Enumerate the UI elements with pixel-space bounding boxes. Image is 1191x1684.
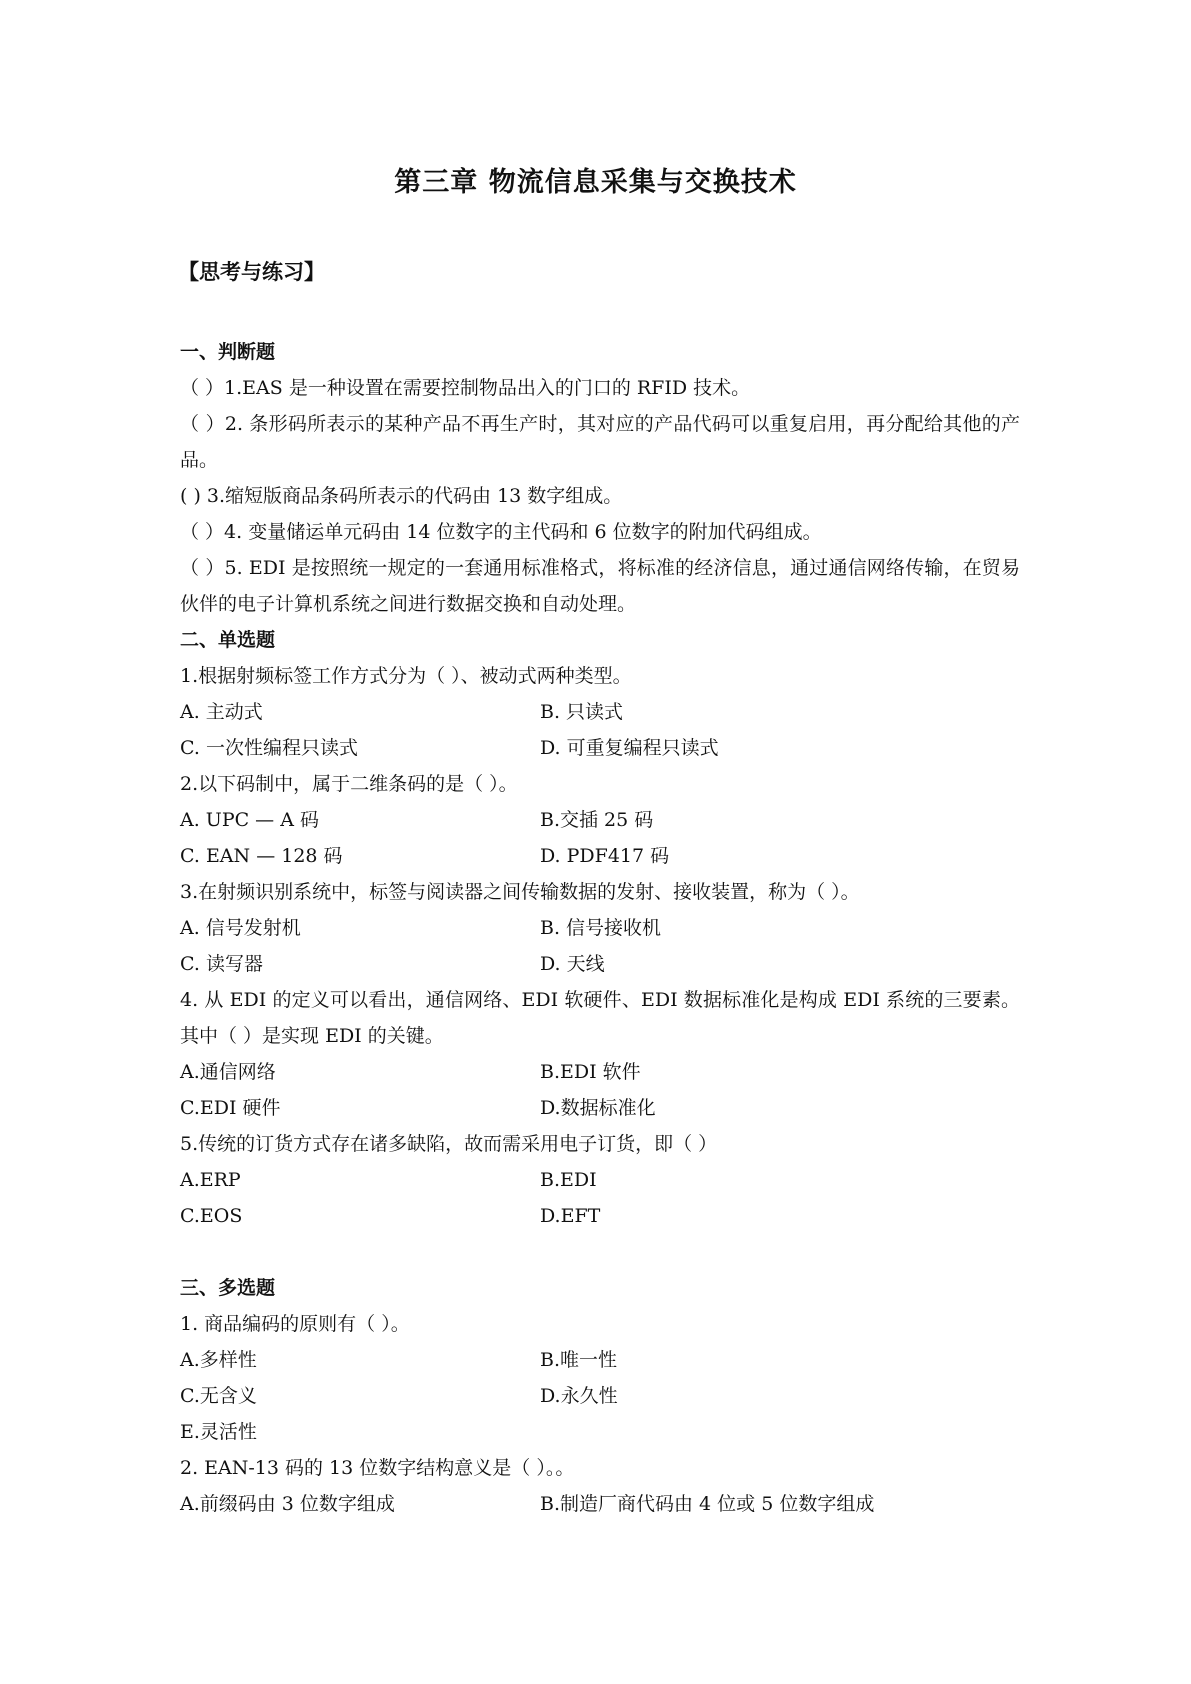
option-d: D. 可重复编程只读式 <box>540 737 719 759</box>
multiple-choice-heading: 三、多选题 <box>180 1277 276 1299</box>
option-a: A. UPC — A 码 <box>180 809 319 831</box>
sc-q5-options-row-2 <box>180 1198 1020 1234</box>
sc-q1-options-row-1 <box>180 694 1020 730</box>
option-d: D.数据标准化 <box>540 1097 656 1119</box>
option-a: A.多样性 <box>180 1349 257 1371</box>
sc-question-3: 3.在射频识别系统中，标签与阅读器之间传输数据的发射、接收装置，称为（ ）。 <box>180 881 860 903</box>
exercise-content <box>180 334 1020 1522</box>
option-c: C. EAN — 128 码 <box>180 845 343 867</box>
option-a: A.ERP <box>180 1169 241 1191</box>
tf-question-1: （ ）1.EAS 是一种设置在需要控制物品出入的门口的 RFID 技术。 <box>180 377 751 399</box>
sc-q4-options-row-2 <box>180 1090 1020 1126</box>
option-b: B.EDI 软件 <box>540 1061 641 1083</box>
spacer <box>180 1234 1020 1270</box>
true-false-heading: 一、判断题 <box>180 341 276 363</box>
option-a: A. 信号发射机 <box>180 917 301 939</box>
option-c: C. 读写器 <box>180 953 263 975</box>
option-b: B.EDI <box>540 1169 597 1191</box>
sc-question-1: 1.根据射频标签工作方式分为（ ）、被动式两种类型。 <box>180 665 632 687</box>
tf-question-3: ( ) 3.缩短版商品条码所表示的代码由 13 数字组成。 <box>180 485 623 507</box>
mc-q1-options-row-1 <box>180 1342 1020 1378</box>
sc-question-5: 5.传统的订货方式存在诸多缺陷，故而需采用电子订货，即（ ） <box>180 1133 718 1155</box>
option-b: B.制造厂商代码由 4 位或 5 位数字组成 <box>540 1493 875 1515</box>
sc-q2-options-row-1 <box>180 802 1020 838</box>
option-c: C.无含义 <box>180 1385 257 1407</box>
option-c: C.EOS <box>180 1205 243 1227</box>
sc-q5-options-row-1 <box>180 1162 1020 1198</box>
mc-q1-options-row-2 <box>180 1378 1020 1414</box>
option-b: B. 只读式 <box>540 701 624 723</box>
option-b: B.交插 25 码 <box>540 809 654 831</box>
option-a: A. 主动式 <box>180 701 263 723</box>
option-b: B.唯一性 <box>540 1349 618 1371</box>
option-d: D. PDF417 码 <box>540 845 670 867</box>
sc-question-2: 2.以下码制中，属于二维条码的是（ ）。 <box>180 773 518 795</box>
option-c: C.EDI 硬件 <box>180 1097 281 1119</box>
sc-question-4: 4. 从 EDI 的定义可以看出，通信网络、EDI 软硬件、EDI 数据标准化是构成 EDI 系统的三要素。其中（ ）是实现 EDI 的关键。 <box>180 989 1020 1047</box>
option-a: A.前缀码由 3 位数字组成 <box>180 1493 395 1515</box>
option-b: B. 信号接收机 <box>540 917 662 939</box>
option-d: D.EFT <box>540 1205 601 1227</box>
sc-q2-options-row-2 <box>180 838 1020 874</box>
option-e: E.灵活性 <box>180 1421 257 1443</box>
single-choice-heading: 二、单选题 <box>180 629 276 651</box>
option-a: A.通信网络 <box>180 1061 276 1083</box>
option-c: C. 一次性编程只读式 <box>180 737 358 759</box>
mc-question-2: 2. EAN-13 码的 13 位数字结构意义是（ ）。。 <box>180 1457 575 1479</box>
chapter-title: 第三章 物流信息采集与交换技术 <box>394 167 797 198</box>
tf-question-2: （ ）2. 条形码所表示的某种产品不再生产时，其对应的产品代码可以重复启用，再分配给其他的产品。 <box>180 413 1020 471</box>
sc-q3-options-row-1 <box>180 910 1020 946</box>
sc-q4-options-row-1 <box>180 1054 1020 1090</box>
section-subtitle: 【思考与练习】 <box>178 260 325 284</box>
option-d: D. 天线 <box>540 953 605 975</box>
mc-q2-options-row-1 <box>180 1486 1020 1522</box>
sc-q1-options-row-2 <box>180 730 1020 766</box>
tf-question-4: （ ）4. 变量储运单元码由 14 位数字的主代码和 6 位数字的附加代码组成。 <box>180 521 822 543</box>
sc-q3-options-row-2 <box>180 946 1020 982</box>
option-d: D.永久性 <box>540 1385 618 1407</box>
mc-question-1: 1. 商品编码的原则有（ ）。 <box>180 1313 410 1335</box>
tf-question-5: （ ）5. EDI 是按照统一规定的一套通用标准格式，将标准的经济信息，通过通信网络传输，在贸易伙伴的电子计算机系统之间进行数据交换和自动处理。 <box>180 557 1020 615</box>
